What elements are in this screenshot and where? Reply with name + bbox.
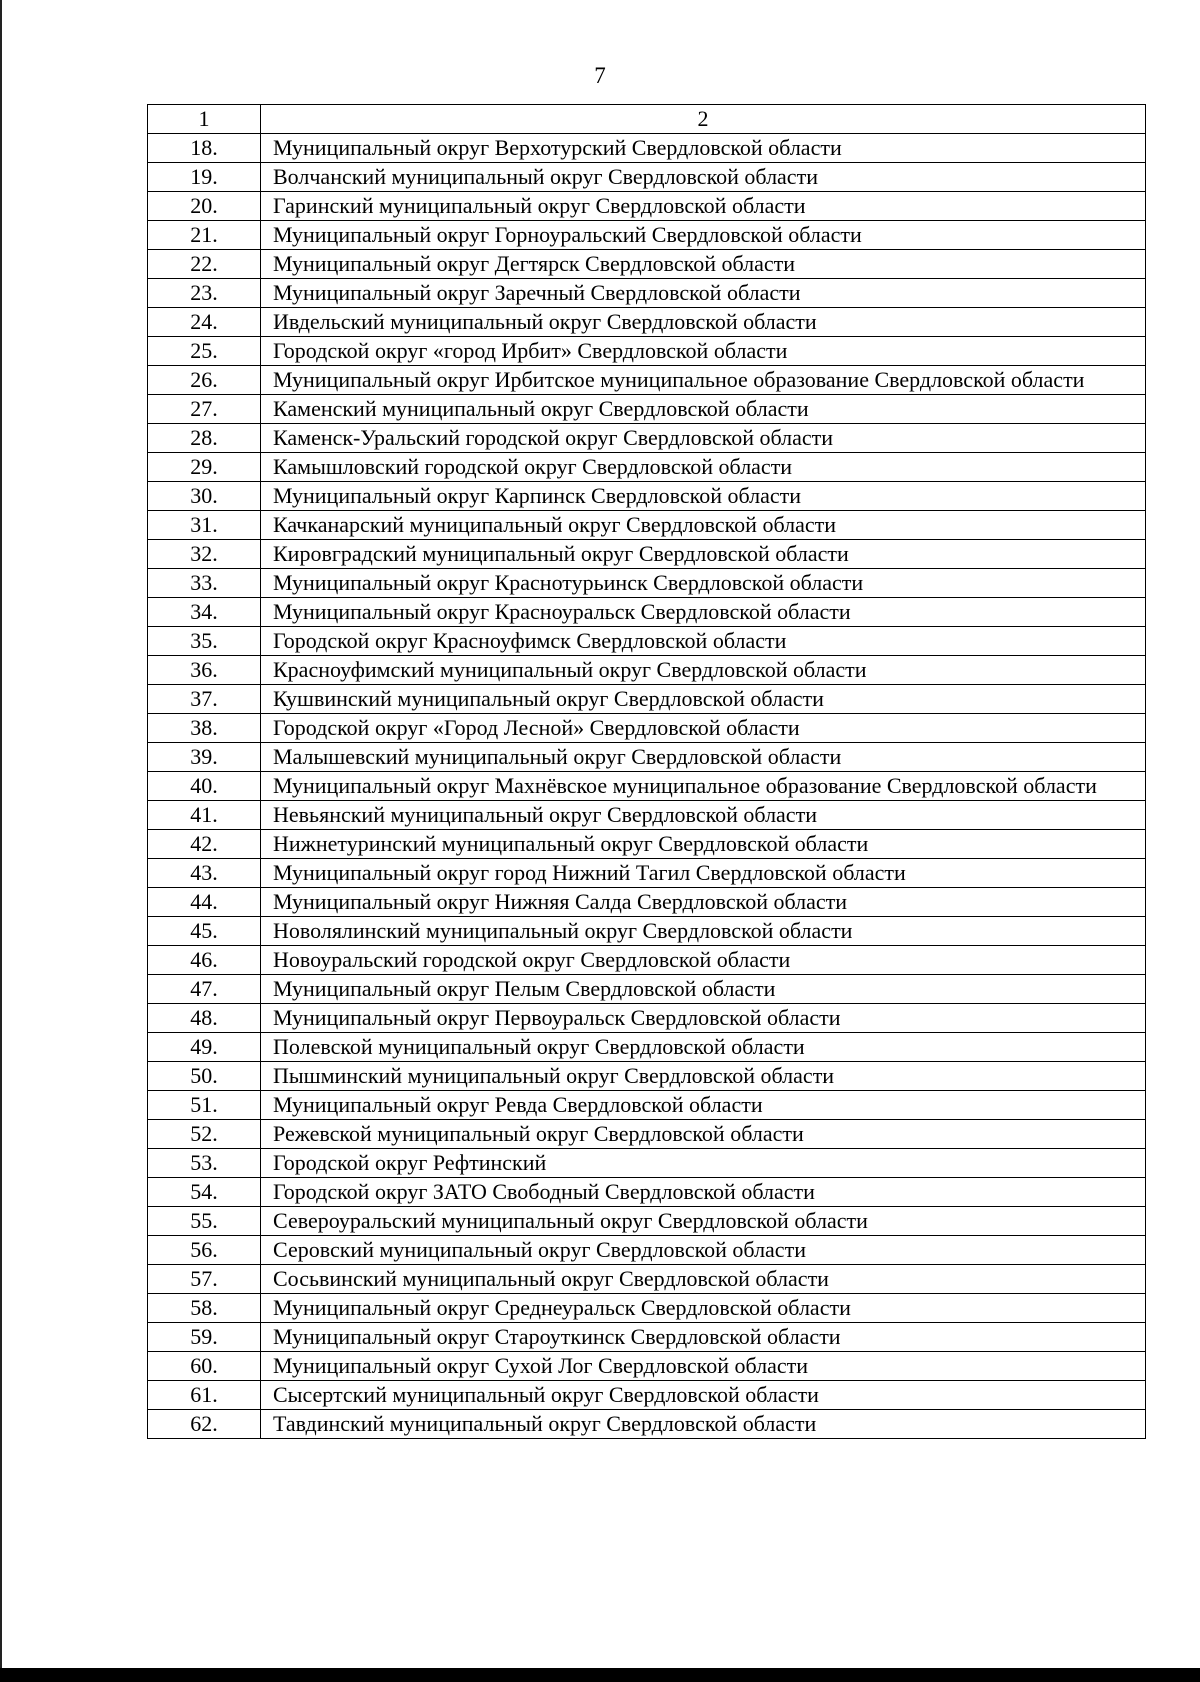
district-name: Серовский муниципальный округ Свердловской области bbox=[261, 1236, 1146, 1265]
district-name: Муниципальный округ Горноуральский Свердловской области bbox=[261, 221, 1146, 250]
table-row bbox=[148, 1091, 1146, 1120]
scan-edge-bottom bbox=[0, 1668, 1200, 1682]
table-row bbox=[148, 801, 1146, 830]
row-number: 33. bbox=[148, 569, 261, 598]
row-number: 55. bbox=[148, 1207, 261, 1236]
district-name: Нижнетуринский муниципальный округ Свердловской области bbox=[261, 830, 1146, 859]
row-number: 35. bbox=[148, 627, 261, 656]
district-name: Малышевский муниципальный округ Свердловской области bbox=[261, 743, 1146, 772]
table-row bbox=[148, 685, 1146, 714]
table-row bbox=[148, 1381, 1146, 1410]
row-number: 54. bbox=[148, 1178, 261, 1207]
row-number: 38. bbox=[148, 714, 261, 743]
district-name: Гаринский муниципальный округ Свердловской области bbox=[261, 192, 1146, 221]
row-number: 28. bbox=[148, 424, 261, 453]
district-name: Новолялинский муниципальный округ Свердловской области bbox=[261, 917, 1146, 946]
page-number: 7 bbox=[594, 63, 606, 88]
table-row bbox=[148, 1236, 1146, 1265]
district-name: Ивдельский муниципальный округ Свердловской области bbox=[261, 308, 1146, 337]
row-number: 60. bbox=[148, 1352, 261, 1381]
district-name: Каменский муниципальный округ Свердловской области bbox=[261, 395, 1146, 424]
district-name: Волчанский муниципальный округ Свердловской области bbox=[261, 163, 1146, 192]
table-row bbox=[148, 366, 1146, 395]
row-number: 44. bbox=[148, 888, 261, 917]
row-number: 30. bbox=[148, 482, 261, 511]
header-col-number: 1 bbox=[148, 105, 261, 134]
district-name: Качканарский муниципальный округ Свердловской области bbox=[261, 511, 1146, 540]
table-row bbox=[148, 192, 1146, 221]
table-row bbox=[148, 1410, 1146, 1439]
table-row bbox=[148, 221, 1146, 250]
table-row bbox=[148, 1352, 1146, 1381]
row-number: 31. bbox=[148, 511, 261, 540]
district-name: Красноуфимский муниципальный округ Свердловской области bbox=[261, 656, 1146, 685]
row-number: 34. bbox=[148, 598, 261, 627]
table-header-row bbox=[148, 105, 1146, 134]
district-name: Тавдинский муниципальный округ Свердловской области bbox=[261, 1410, 1146, 1439]
district-name: Муниципальный округ Ирбитское муниципальное образование Свердловской области bbox=[261, 366, 1146, 395]
district-name: Городской округ Красноуфимск Свердловской области bbox=[261, 627, 1146, 656]
row-number: 36. bbox=[148, 656, 261, 685]
scan-edge-left bbox=[0, 0, 2, 1682]
row-number: 19. bbox=[148, 163, 261, 192]
district-name: Муниципальный округ Пелым Свердловской области bbox=[261, 975, 1146, 1004]
district-name: Городской округ Рефтинский bbox=[261, 1149, 1146, 1178]
table-row bbox=[148, 308, 1146, 337]
row-number: 41. bbox=[148, 801, 261, 830]
district-name: Муниципальный округ Заречный Свердловской области bbox=[261, 279, 1146, 308]
districts-table-body bbox=[148, 105, 1146, 1439]
table-row bbox=[148, 975, 1146, 1004]
district-name: Муниципальный округ Ревда Свердловской области bbox=[261, 1091, 1146, 1120]
row-number: 62. bbox=[148, 1410, 261, 1439]
district-name: Муниципальный округ Махнёвское муниципальное образование Свердловской области bbox=[261, 772, 1146, 801]
district-name: Новоуральский городской округ Свердловской области bbox=[261, 946, 1146, 975]
table-row bbox=[148, 1207, 1146, 1236]
table-row bbox=[148, 917, 1146, 946]
table-row bbox=[148, 656, 1146, 685]
row-number: 40. bbox=[148, 772, 261, 801]
header-col-name: 2 bbox=[261, 105, 1146, 134]
row-number: 58. bbox=[148, 1294, 261, 1323]
row-number: 26. bbox=[148, 366, 261, 395]
districts-table bbox=[147, 104, 1146, 1439]
row-number: 32. bbox=[148, 540, 261, 569]
table-row bbox=[148, 859, 1146, 888]
table-row bbox=[148, 424, 1146, 453]
row-number: 20. bbox=[148, 192, 261, 221]
district-name: Муниципальный округ Верхотурский Свердловской области bbox=[261, 134, 1146, 163]
row-number: 53. bbox=[148, 1149, 261, 1178]
table-row bbox=[148, 163, 1146, 192]
district-name: Невьянский муниципальный округ Свердловской области bbox=[261, 801, 1146, 830]
district-name: Кировградский муниципальный округ Свердловской области bbox=[261, 540, 1146, 569]
district-name: Муниципальный округ Первоуральск Свердловской области bbox=[261, 1004, 1146, 1033]
district-name: Сосьвинский муниципальный округ Свердловской области bbox=[261, 1265, 1146, 1294]
table-row bbox=[148, 1265, 1146, 1294]
table-row bbox=[148, 1120, 1146, 1149]
district-name: Муниципальный округ Среднеуральск Свердловской области bbox=[261, 1294, 1146, 1323]
table-row bbox=[148, 482, 1146, 511]
district-name: Полевской муниципальный округ Свердловской области bbox=[261, 1033, 1146, 1062]
row-number: 29. bbox=[148, 453, 261, 482]
row-number: 24. bbox=[148, 308, 261, 337]
table-row bbox=[148, 1004, 1146, 1033]
table-row bbox=[148, 1323, 1146, 1352]
district-name: Муниципальный округ Сухой Лог Свердловской области bbox=[261, 1352, 1146, 1381]
district-name: Городской округ ЗАТО Свободный Свердловской области bbox=[261, 1178, 1146, 1207]
row-number: 27. bbox=[148, 395, 261, 424]
district-name: Муниципальный округ город Нижний Тагил Свердловской области bbox=[261, 859, 1146, 888]
district-name: Муниципальный округ Краснотурьинск Свердловской области bbox=[261, 569, 1146, 598]
district-name: Кушвинский муниципальный округ Свердловской области bbox=[261, 685, 1146, 714]
row-number: 18. bbox=[148, 134, 261, 163]
district-name: Каменск-Уральский городской округ Свердловской области bbox=[261, 424, 1146, 453]
district-name: Городской округ «Город Лесной» Свердловской области bbox=[261, 714, 1146, 743]
row-number: 61. bbox=[148, 1381, 261, 1410]
district-name: Городской округ «город Ирбит» Свердловской области bbox=[261, 337, 1146, 366]
table-row bbox=[148, 830, 1146, 859]
row-number: 52. bbox=[148, 1120, 261, 1149]
row-number: 25. bbox=[148, 337, 261, 366]
row-number: 59. bbox=[148, 1323, 261, 1352]
row-number: 43. bbox=[148, 859, 261, 888]
row-number: 47. bbox=[148, 975, 261, 1004]
table-row bbox=[148, 250, 1146, 279]
row-number: 46. bbox=[148, 946, 261, 975]
table-row bbox=[148, 453, 1146, 482]
table-row bbox=[148, 279, 1146, 308]
row-number: 48. bbox=[148, 1004, 261, 1033]
table-row bbox=[148, 337, 1146, 366]
district-name: Муниципальный округ Нижняя Салда Свердловской области bbox=[261, 888, 1146, 917]
district-name: Муниципальный округ Староуткинск Свердловской области bbox=[261, 1323, 1146, 1352]
row-number: 23. bbox=[148, 279, 261, 308]
table-row bbox=[148, 569, 1146, 598]
table-row bbox=[148, 1178, 1146, 1207]
table-row bbox=[148, 1294, 1146, 1323]
row-number: 22. bbox=[148, 250, 261, 279]
table-row bbox=[148, 395, 1146, 424]
row-number: 50. bbox=[148, 1062, 261, 1091]
table-row bbox=[148, 511, 1146, 540]
row-number: 37. bbox=[148, 685, 261, 714]
district-name: Муниципальный округ Дегтярск Свердловской области bbox=[261, 250, 1146, 279]
row-number: 51. bbox=[148, 1091, 261, 1120]
district-name: Режевской муниципальный округ Свердловской области bbox=[261, 1120, 1146, 1149]
table-row bbox=[148, 946, 1146, 975]
district-name: Муниципальный округ Красноуральск Свердловской области bbox=[261, 598, 1146, 627]
district-name: Североуральский муниципальный округ Свердловской области bbox=[261, 1207, 1146, 1236]
district-name: Сысертский муниципальный округ Свердловской области bbox=[261, 1381, 1146, 1410]
table-row bbox=[148, 1149, 1146, 1178]
row-number: 57. bbox=[148, 1265, 261, 1294]
table-row bbox=[148, 714, 1146, 743]
row-number: 45. bbox=[148, 917, 261, 946]
table-row bbox=[148, 598, 1146, 627]
table-row bbox=[148, 888, 1146, 917]
table-row bbox=[148, 540, 1146, 569]
row-number: 56. bbox=[148, 1236, 261, 1265]
table-row bbox=[148, 743, 1146, 772]
row-number: 49. bbox=[148, 1033, 261, 1062]
district-name: Муниципальный округ Карпинск Свердловской области bbox=[261, 482, 1146, 511]
table-row bbox=[148, 1033, 1146, 1062]
row-number: 42. bbox=[148, 830, 261, 859]
district-name: Пышминский муниципальный округ Свердловской области bbox=[261, 1062, 1146, 1091]
district-name: Камышловский городской округ Свердловской области bbox=[261, 453, 1146, 482]
row-number: 21. bbox=[148, 221, 261, 250]
table-row bbox=[148, 134, 1146, 163]
table-row bbox=[148, 772, 1146, 801]
table-row bbox=[148, 1062, 1146, 1091]
row-number: 39. bbox=[148, 743, 261, 772]
table-row bbox=[148, 627, 1146, 656]
